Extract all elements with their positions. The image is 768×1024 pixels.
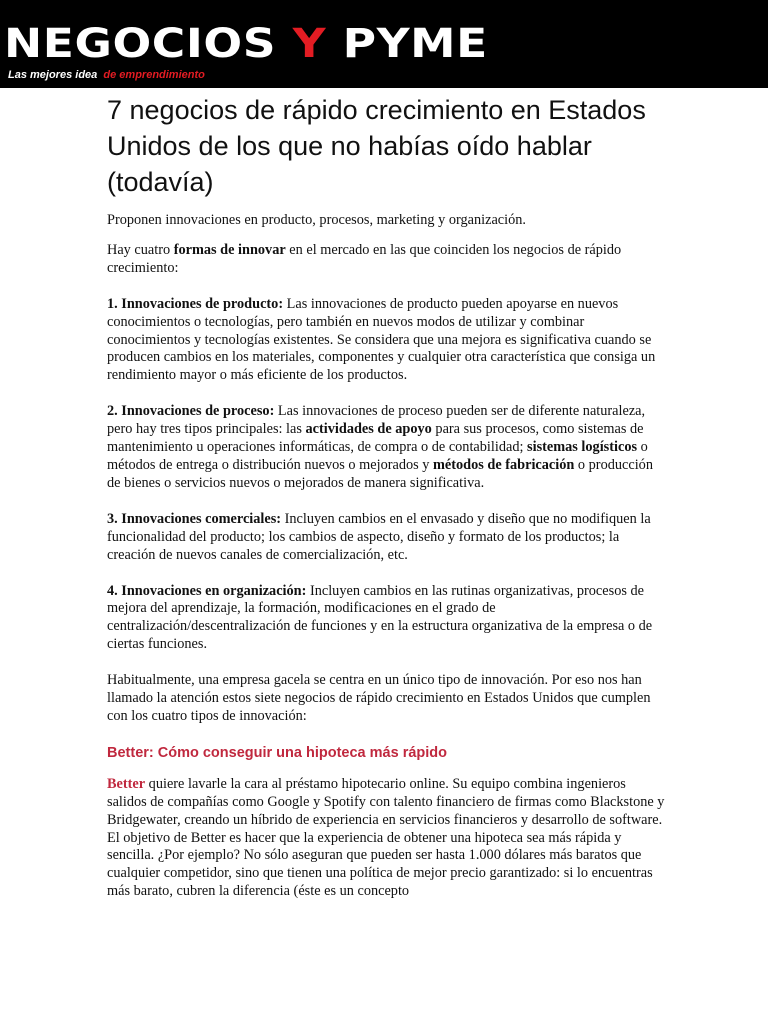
process-innovation-paragraph: 2. Innovaciones de proceso: Las innovaciones de proceso pueden ser de diferente naturaleza, pero hay tres tipos principales: las actividades de apoyo para sus procesos, como sistemas de mantenimiento u operaciones informáticas, de compra o de contabilidad; sistemas logísticos o métodos de entrega o distribución nuevos o mejorados y métodos de fabricación o producción de bienes o servicios nuevos o mejorados de manera significativa. [107,403,653,491]
tagline-part1: Las mejores idea [8,69,98,81]
intro-paragraph: Hay cuatro formas de innovar en el mercado en las que coinciden los negocios de rápido crecimiento: [107,241,622,276]
section-heading-better[interactable]: Better: Cómo conseguir una hipoteca más rápido [107,744,447,761]
organization-innovation-paragraph: 4. Innovaciones en organización: Incluyen cambios en las rutinas organizativas, procesos de mejora del aprendizaje, la formación, modificaciones en el grado de centralización/descentralización de funciones y en la estructura organizativa de la empresa o de ciertas funciones. [107,582,653,653]
site-tagline [8,68,205,82]
article-title: 7 negocios de rápido crecimiento en Estados Unidos de los que no habías oído hablar (todavía) [107,95,646,197]
better-paragraph: Better quiere lavarle la cara al préstamo hipotecario online. Su equipo combina ingenieros salidos de compañías como Google y Spotify con talento financiero de firmas como Blackstone y Bridgewater, creando un híbrido de experiencia en servicios financieros y desarrollo de software. El objetivo de Better es hacer que la experiencia de obtener una hipoteca sea más rápida y sencilla. ¿Por ejemplo? No sólo aseguran que pueden ser hasta 1.000 dólares más baratos que cualquier competidor, sino que tienen una política de mejor precio garantizado: si lo encuentras más barato, cubren la diferencia (éste es un concepto [107,775,665,900]
article-subtitle: Proponen innovaciones en producto, procesos, marketing y organización. [107,212,527,228]
commercial-innovation-paragraph: 3. Innovaciones comerciales: Incluyen cambios en el envasado y diseño que no modifiquen la funcionalidad del producto; los cambios de aspecto, diseño y formato de los productos; la creación de nuevos canales de comercialización, etc. [107,510,651,563]
logo-text-negocios: NEGOCIOS [4,21,293,67]
site-logo[interactable] [4,20,488,68]
product-innovation-paragraph: 1. Innovaciones de producto: Las innovaciones de producto pueden apoyarse en nuevos conocimientos o tecnologías, pero también en nuevos modos de utilizar y combinar conocimientos y tecnologías existentes. Se considera que una mejora es significativa cuando se producen cambios en los materiales, componentes y cualquier otra característica que consiga un rendimiento mayor o más eficiente de los productos. [107,295,656,384]
better-link[interactable]: Better [107,775,146,792]
article-body [107,92,665,919]
site-header-banner[interactable] [0,0,768,88]
tagline-part2: de emprendimiento [103,69,205,81]
logo-text-pyme: PYME [326,21,488,67]
closing-paragraph: Habitualmente, una empresa gacela se centra en un único tipo de innovación. Por eso nos han llamado la atención estos siete negocios de rápido crecimiento en Estados Unidos que cumplen con los cuatro tipos de innovación: [107,672,651,724]
logo-text-y: Y [292,21,327,67]
